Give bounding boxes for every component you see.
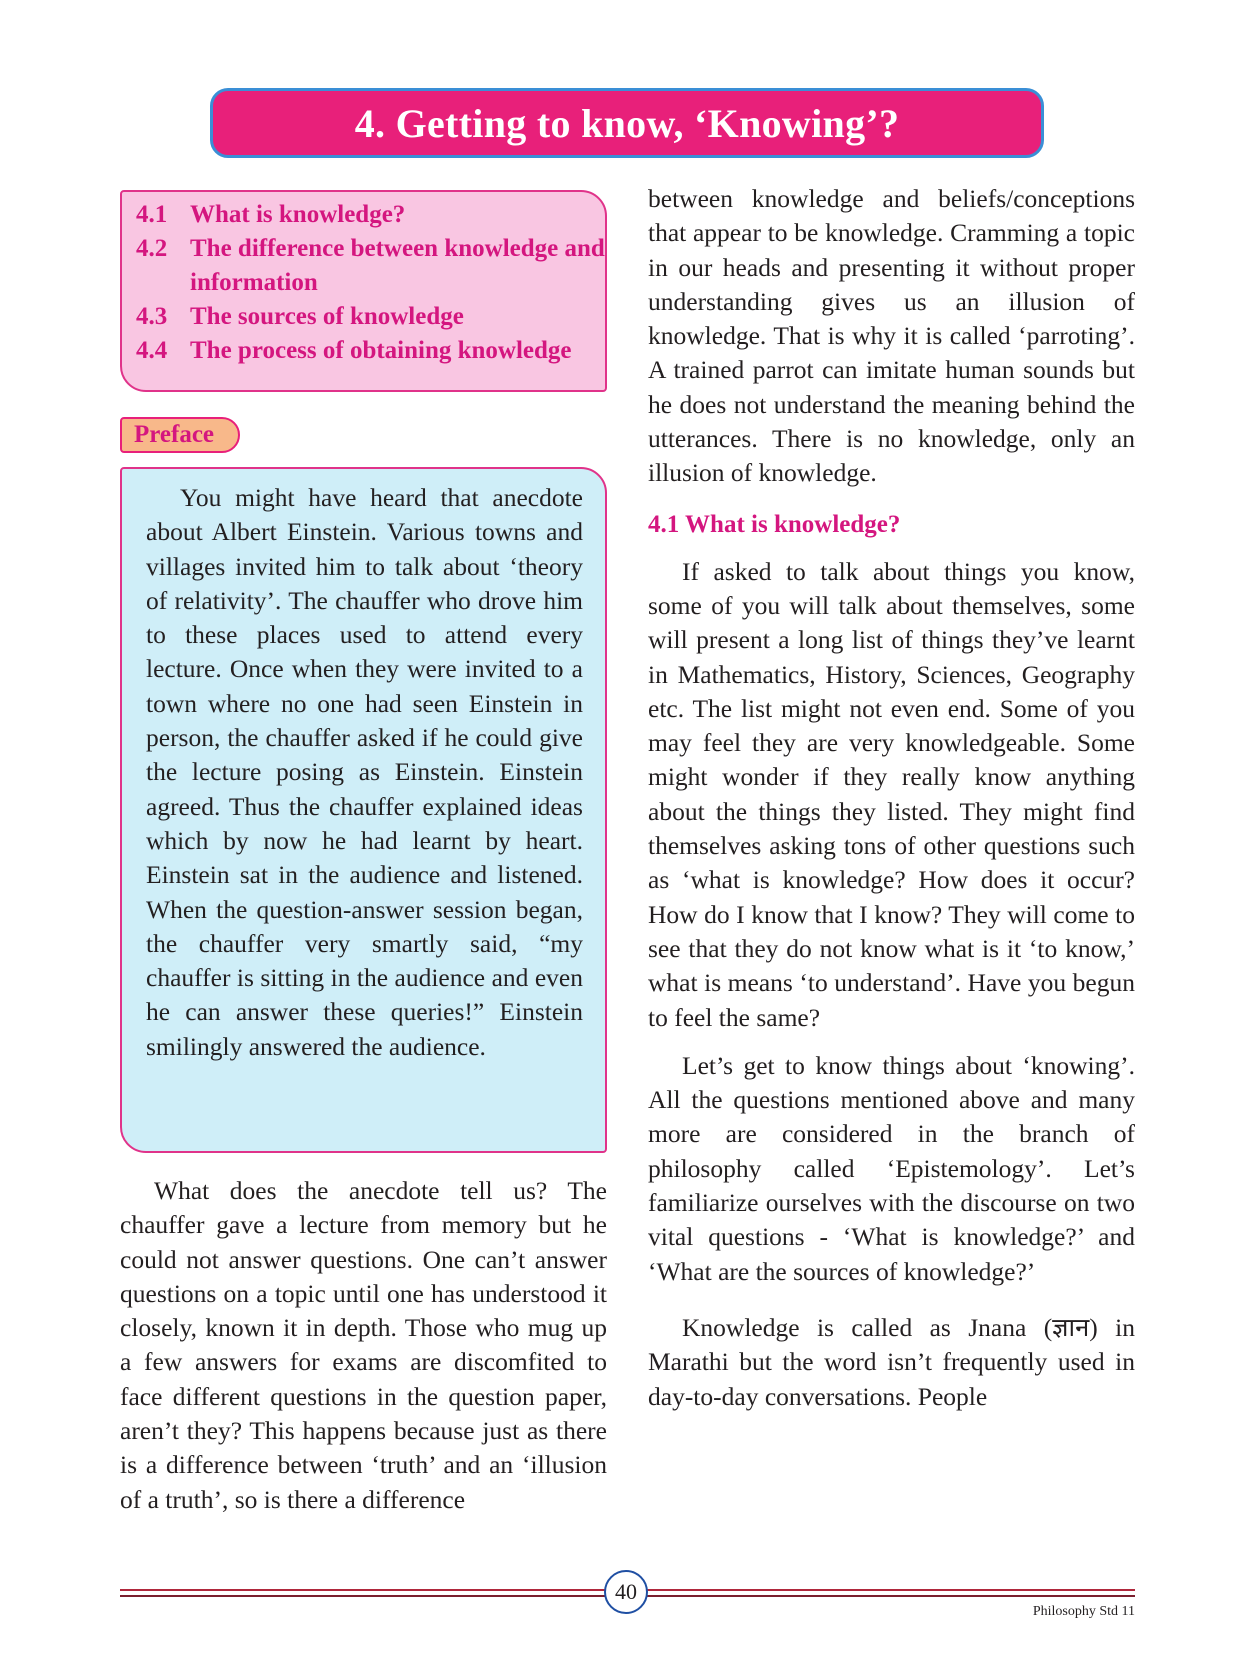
footer-book-title: Philosophy Std 11 [1032, 1604, 1135, 1619]
jnana-paragraph: Knowledge is called as Jnana (ज्ञान) in Marathi but the word isn’t frequently used in day-to-day conversations. People [648, 1312, 1135, 1411]
toc-text: What is knowledge? [190, 201, 406, 228]
page-number: 40 [604, 1570, 648, 1614]
toc-number: 4.4 [136, 337, 168, 364]
toc-text: The process of obtaining knowledge [190, 337, 572, 364]
toc-item [136, 334, 605, 368]
toc-item [136, 198, 605, 232]
toc-item [136, 232, 605, 300]
preface-label: Preface [120, 417, 240, 453]
knowledge-paragraph: If asked to talk about things you know, some of you will talk about themselves, some will present a long list of things they’ve learnt in Mathematics, History, Sciences, Geography etc. The list might not even end. Some of you may feel they are very knowledgeable. Some might wonder if they really know anything about the things they listed. They might find themselves asking tons of other questions such as ‘what is knowledge? How does it occur? How do I know that I know? They will come to see that they do not know what is it ‘to know,’ what is means ‘to understand’. Have you begun to feel the same? [648, 556, 1135, 1032]
chapter-title-banner [210, 88, 1044, 158]
toc-text: The difference between knowledge and information [190, 235, 605, 296]
topics-box [120, 190, 607, 392]
anecdote-discussion-paragraph: What does the anecdote tell us? The chauffer gave a lecture from memory but he could not answer questions. One can’t answer questions on a topic until one has understood it closely, known it in depth. Those who mug up a few answers for exams are discomfited to face different questions in the question paper, aren’t they? This happens because just as there is a difference between ‘truth’ and an ‘illusion of a truth’, so is there a difference [120, 1176, 607, 1514]
preface-box [120, 467, 607, 1153]
toc-item [136, 300, 605, 334]
toc-number: 4.2 [136, 235, 168, 262]
chapter-title: 4. Getting to know, ‘Knowing’? [354, 100, 900, 146]
toc-number: 4.3 [136, 303, 168, 330]
toc-text: The sources of knowledge [190, 303, 464, 330]
continued-paragraph: between knowledge and beliefs/conceptions that appear to be knowledge. Cramming a topic in our heads and presenting it without proper understanding gives us an illusion of knowledge. That is why it is called ‘parroting’. A trained parrot can imitate human sounds but he does not understand the meaning behind the utterances. There is no knowledge, only an illusion of knowledge. [648, 184, 1135, 488]
left-column-text [120, 1174, 607, 1517]
preface-text: You might have heard that anecdote about Albert Einstein. Various towns and villages invited him to talk about ‘theory of relativity’. The chauffer who drove him to these places used to attend every lecture. Once when they were invited to a town where no one had seen Einstein in person, the chauffer asked if he could give the lecture posing as Einstein. Einstein agreed. Thus the chauffer explained ideas which by now he had learnt by heart. Einstein sat in the audience and listened. When the question-answer session began, the chauffer very smartly said, “my chauffer is sitting in the audience and even he can answer these queries!” Einstein smilingly answered the audience. [146, 483, 583, 1061]
toc-number: 4.1 [136, 201, 168, 228]
epistemology-paragraph: Let’s get to know things about ‘knowing’. All the questions mentioned above and many more are considered in the branch of philosophy called ‘Epistemology’. Let’s familiarize ourselves with the discourse on two vital questions - ‘What is knowledge?’ and ‘What are the sources of knowledge?’ [648, 1050, 1135, 1286]
right-column [648, 182, 1135, 1414]
section-heading-4-1: 4.1 What is knowledge? [648, 510, 901, 538]
